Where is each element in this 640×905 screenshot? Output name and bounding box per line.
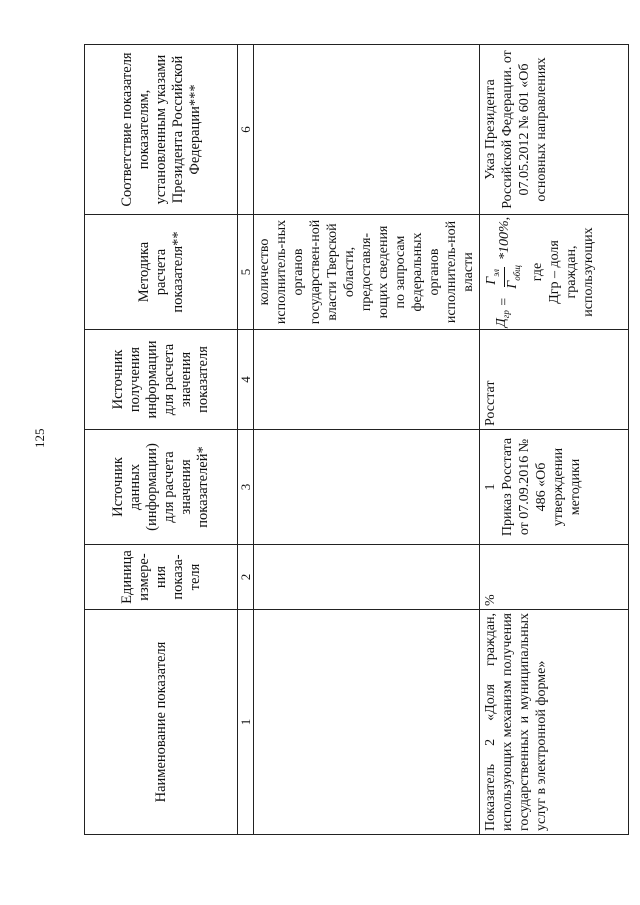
indicator-method [480, 215, 629, 330]
header-decree: Соответствие показателя показателям, установленным указами Президента Российской Федерации*** [85, 45, 238, 215]
source-number: 1 [483, 483, 498, 491]
header-method: Методика расчета показателя** [85, 215, 238, 330]
header-info-source: Источник получения информации для расчета значения показателя [85, 330, 238, 430]
empty-cell [254, 430, 480, 545]
column-number: 6 [238, 45, 254, 215]
indicator-row [480, 45, 629, 835]
formula-tail: *100%, [496, 216, 512, 261]
column-number: 2 [238, 545, 254, 610]
indicators-table [84, 44, 629, 835]
empty-cell [254, 610, 480, 835]
method-continuation: количество исполнитель-ных органов государствен-ной власти Тверской области, предоставля-ющих сведения по запросам федеральных органов исполнитель-ной власти [254, 215, 480, 330]
indicator-info-source: Росстат [480, 330, 629, 430]
formula-lhs: $Д_{гр}$ [494, 310, 512, 328]
indicator-data-source [480, 430, 629, 545]
page-number: 125 [32, 428, 47, 448]
column-number-row [238, 45, 254, 835]
method-text: Дгр – доля граждан, использующих [546, 227, 596, 317]
formula-where: где [529, 262, 545, 282]
indicator-decree: Указ Президента Российской Федерации. от 07.05.2012 № 601 «Об основных направлениях [480, 45, 629, 215]
indicators-table-rotated [84, 45, 596, 835]
header-data-source: Источник данных (информации) для расчета значения показателей* [85, 430, 238, 545]
empty-cell [254, 330, 480, 430]
indicator-unit: % [480, 545, 629, 610]
column-number: 3 [238, 430, 254, 545]
header-name: Наименование показателя [85, 610, 238, 835]
column-number: 5 [238, 215, 254, 330]
indicator-name: Показатель 2 «Доля граждан, использующих механизм получения государственных и муниципальных услуг в электронной форме» [480, 610, 629, 835]
source-text: Приказ Росстата от 07.09.2016 № 486 «Об утверждении методики [500, 437, 583, 537]
continuation-row [254, 45, 480, 835]
column-number: 1 [238, 610, 254, 835]
empty-cell [254, 545, 480, 610]
header-unit: Единица измере-ния показа-теля [85, 545, 238, 610]
equals-sign: = [496, 293, 512, 311]
formula [484, 218, 525, 326]
column-number: 4 [238, 330, 254, 430]
empty-cell [254, 45, 480, 215]
formula-fraction: $Г_{эл}$ $Г_{общ}$ [484, 265, 522, 289]
header-row [85, 45, 238, 835]
